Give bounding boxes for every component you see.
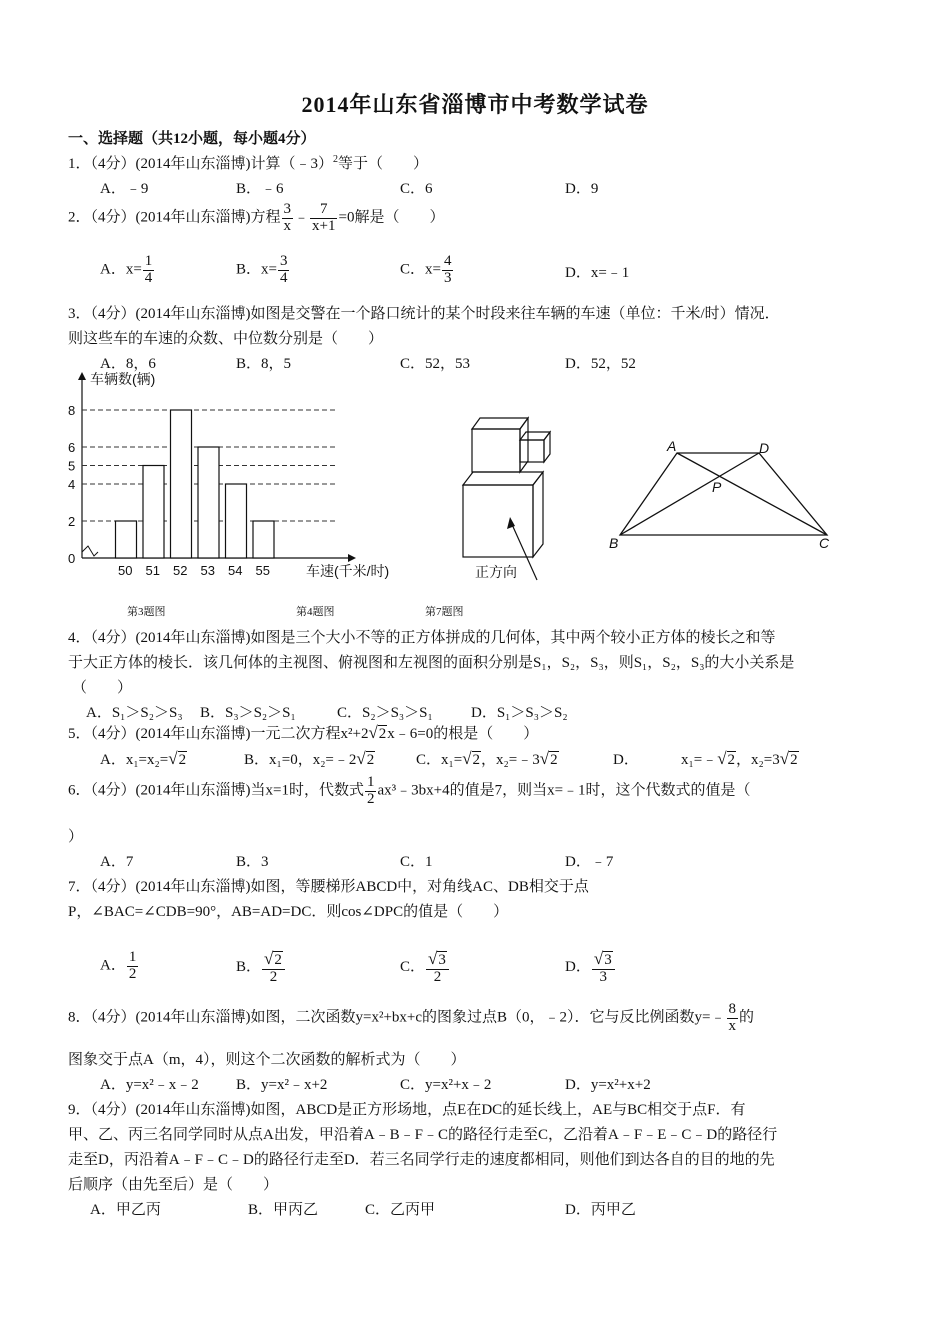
q3-line-1: 3．（4分）(2014年山东淄博)如图是交警在一个路口统计的某个时段来往车辆的车速（单位：千米/时）情况． [68,306,780,322]
q8-option-b: B．y=x²﹣x+2 [236,1077,328,1093]
q9-line-4: 后顺序（由先至后）是（ ） [68,1177,279,1193]
q7-option-b: B． $\frac{√2}{2}$ [236,950,286,986]
q1-option-d: D．9 [565,181,599,197]
q9-option-d: D．丙甲乙 [565,1202,636,1218]
q5-radical: √2 [368,723,387,742]
x-tick-label: 53 [200,563,215,578]
q6-option-b: B．3 [236,854,269,870]
q6-option-c: C．1 [400,854,433,870]
q8-option-c: C．y=x²+x﹣2 [400,1077,492,1093]
q1-option-b: B．﹣6 [236,181,284,197]
q7-option-d: D． $\frac{√3}{3}$ [565,950,616,986]
q4-cube-figure [450,398,570,588]
q3-line-2: 则这些车的车速的众数、中位数分别是（ ） [68,331,384,347]
q2-option-b: B．x= $\frac{3}{4}$ [236,253,288,286]
q7-line-1: 7．（4分）(2014年山东淄博)如图，等腰梯形ABCD中，对角线AC、DB相交于点 [68,879,589,895]
fig7-label-p: P [712,479,722,495]
q8-line-2: 图象交于点A（m，4），则这个二次函数的解析式为（ ） [68,1052,466,1068]
bar-50 [116,521,137,558]
q4-option-a: A．S₁＞S₂＞S₃ [86,705,183,721]
q4-line-3: （ ） [72,680,133,696]
caption-figure-4: 第4题图 [296,606,335,618]
q3-option-b: B．8，5 [236,356,292,372]
q1-option-c: C．6 [400,181,433,197]
q2-option-d: D．x=﹣1 [565,265,630,281]
axis-break [82,546,98,556]
bar-55 [253,521,274,558]
q7-option-a: A． $\frac{1}{2}$ [100,949,137,982]
q9-option-b: B．甲丙乙 [248,1202,319,1218]
q4-line-2: 于大正方体的棱长．该几何体的主视图、俯视图和左视图的面积分别是S₁，S₂，S₃，则S₁，S₂，S₃的大小关系是 [68,655,795,671]
q4-option-c: C．S₂＞S₃＞S₁ [337,705,433,721]
q2-stem: 2．（4分）(2014年山东淄博)方程 [68,209,281,226]
bar-52 [171,410,192,558]
x-tick-label: 54 [228,563,243,578]
q1-tail: 等于（ ） [338,156,429,172]
q3-bar-chart [60,370,420,590]
x-tick-label: 55 [255,563,270,578]
q9-line-1: 9．（4分）(2014年山东淄博)如图，ABCD是正方形场地，点E在DC的延长线上，AE与BC相交于点F．有 [68,1102,746,1118]
q5-option-a: A．x₁=x₂=√2 [100,749,187,768]
q9-line-2: 甲、乙、丙三名同学同时从点A出发，甲沿着A﹣B﹣F﹣C的路径行走至C，乙沿着A﹣F﹣E﹣C﹣D的路径行 [68,1127,778,1143]
q9-option-a: A．甲乙丙 [90,1202,161,1218]
section-heading: 一、选择题（共12小题，每小题4分） [68,131,316,147]
q5-option-d: D． [613,752,639,768]
fig7-label-a: A [667,438,677,454]
q6-close: ） [68,829,84,845]
q3-option-a: A．8，6 [100,356,156,372]
q4-option-b: B．S₃＞S₂＞S₁ [200,705,296,721]
fig7-label-b: B [609,535,619,551]
q1-exponent: 2 [333,154,338,165]
y-tick-label: 5 [68,458,76,474]
fig4-direction-label: 正方向 [475,564,517,580]
q4-line-1: 4．（4分）(2014年山东淄博)如图是三个大小不等的正方体拼成的几何体，其中两个较小正方体的棱长之和等 [68,630,776,646]
fig7-label-d: D [759,440,770,456]
q8-option-a: A．y=x²﹣x﹣2 [100,1077,199,1093]
q6-fraction: $\frac{1}{2}$ [366,774,375,807]
q6-option-a: A．7 [100,854,134,870]
q8-fraction: $\frac{8}{x}$ [728,1001,736,1034]
q1-option-a: A．﹣9 [100,181,149,197]
q2-option-a: A．x= $\frac{1}{4}$ [100,253,153,286]
question-5: 5．（4分）(2014年山东淄博)一元二次方程x²+2√2x﹣6=0的根是（ ） [68,723,539,742]
question-2: 2．（4分）(2014年山东淄博)方程 $\frac{3}{x}$ ﹣ $\frac{7}{x+1}$ =0解是（ ） [68,201,445,234]
caption-figure-3: 第3题图 [127,606,166,618]
bar-54 [226,484,247,558]
y-tick-label: 8 [68,403,76,418]
q1-stem: 1．（4分）(2014年山东淄博)计算（﹣3） [68,156,333,172]
q4-option-d: D．S₁＞S₃＞S₂ [471,705,568,721]
q7-option-c: C． $\frac{√3}{2}$ [400,950,450,986]
q2-fraction-2: $\frac{7}{x+1}$ [312,201,336,234]
question-1 [68,152,428,173]
q9-option-c: C．乙丙甲 [365,1202,436,1218]
y-axis-label: 车辆数(辆) [90,371,156,387]
question-8: 8．（4分）(2014年山东淄博)如图，二次函数y=x²+bx+c的图象过点B（0，﹣2）．它与反比例函数y=﹣ $\frac{8}{x}$ 的 [68,1001,755,1034]
q2-fraction-1: $\frac{3}{x}$ [283,201,291,234]
y-tick-label: 2 [68,514,76,529]
q2-option-c: C．x= $\frac{4}{3}$ [400,253,452,286]
caption-figure-7: 第7题图 [425,606,464,618]
q7-line-2: P，∠BAC=∠CDB=90°，AB=AD=DC．则cos∠DPC的值是（ ） [68,904,509,920]
x-axis-label: 车速(千米/时) [306,563,390,579]
x-tick-label: 50 [118,563,133,578]
q5-option-c: C．x₁=√2，x₂=﹣3√2 [416,749,558,768]
q7-trapezoid-figure [605,435,845,555]
q2-tail: =0解是（ ） [338,209,445,226]
x-tick-label: 51 [145,563,160,578]
y-tick-label: 0 [68,551,76,566]
x-axis-arrow [348,554,356,562]
q6-option-d: D．﹣7 [565,854,614,870]
fig7-label-c: C [819,535,830,551]
q9-line-3: 走至D，丙沿着A﹣F﹣C﹣D的路径行走至D．若三名同学行走的速度都相同，则他们到达各自的目的地的先 [68,1152,775,1168]
q5-option-b: B．x₁=0，x₂=﹣2√2 [244,749,375,768]
bar-51 [143,466,164,559]
q8-option-d: D．y=x²+x+2 [565,1077,651,1093]
q3-option-d: D．52，52 [565,356,636,372]
q3-option-c: C．52，53 [400,356,471,372]
y-axis-arrow [78,372,86,380]
y-tick-label: 4 [68,477,76,492]
question-6: 6．（4分）(2014年山东淄博)当x=1时，代数式 $\frac{1}{2}$ ax³﹣3bx+4的值是7，则当x=﹣1时，这个代数式的值是（ [68,774,751,807]
q5-option-d-value: x₁=﹣√2，x₂=3√2 [681,749,798,768]
x-tick-label: 52 [173,563,188,578]
bar-53 [198,447,219,558]
page-title: 2014年山东省淄博市中考数学试卷 [301,92,649,117]
y-tick-label: 6 [68,440,76,455]
